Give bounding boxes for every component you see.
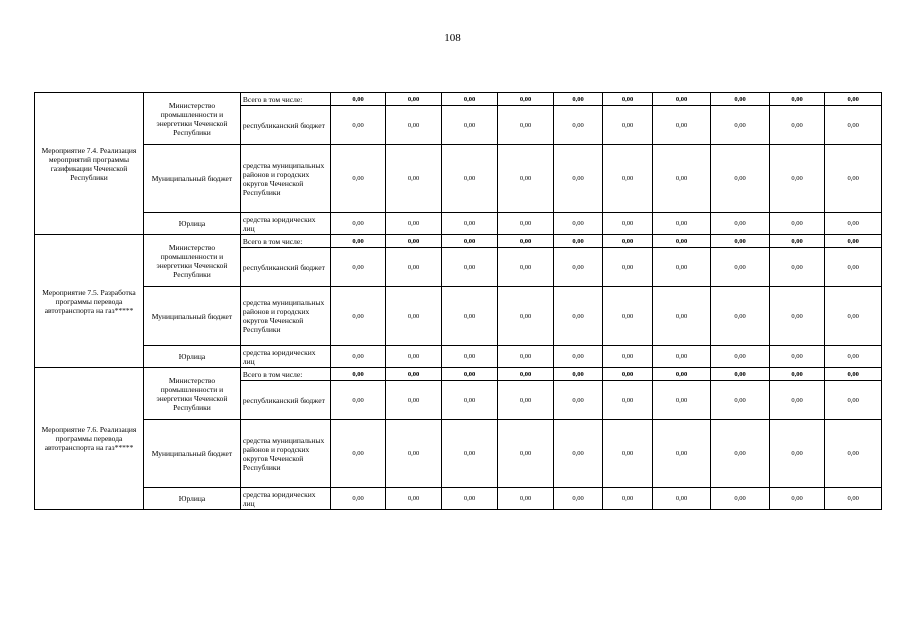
table-row	[35, 287, 882, 346]
amount-cell: 0,00	[498, 106, 554, 145]
funding-source-cell: Всего в том числе:	[240, 235, 330, 248]
amount-cell: 0,00	[652, 145, 711, 213]
funding-source-cell: средства юридических лиц	[240, 346, 330, 368]
amount-cell: 0,00	[769, 106, 825, 145]
amount-cell: 0,00	[441, 145, 498, 213]
amount-cell: 0,00	[603, 213, 652, 235]
amount-cell: 0,00	[769, 145, 825, 213]
amount-cell: 0,00	[386, 145, 442, 213]
amount-cell: 0,00	[652, 93, 711, 106]
amount-cell: 0,00	[498, 213, 554, 235]
table-row	[35, 368, 882, 381]
amount-cell: 0,00	[330, 145, 386, 213]
amount-cell: 0,00	[769, 235, 825, 248]
executor-cell: Муниципальный бюджет	[144, 145, 241, 213]
amount-cell: 0,00	[711, 368, 770, 381]
amount-cell: 0,00	[652, 287, 711, 346]
amount-cell: 0,00	[769, 346, 825, 368]
amount-cell: 0,00	[711, 93, 770, 106]
amount-cell: 0,00	[330, 381, 386, 420]
amount-cell: 0,00	[441, 106, 498, 145]
amount-cell: 0,00	[603, 235, 652, 248]
amount-cell: 0,00	[769, 381, 825, 420]
amount-cell: 0,00	[603, 346, 652, 368]
amount-cell: 0,00	[553, 368, 602, 381]
amount-cell: 0,00	[652, 213, 711, 235]
executor-cell: Юрлица	[144, 488, 241, 510]
amount-cell: 0,00	[553, 145, 602, 213]
table-row	[35, 420, 882, 488]
amount-cell: 0,00	[711, 287, 770, 346]
amount-cell: 0,00	[603, 248, 652, 287]
amount-cell: 0,00	[330, 213, 386, 235]
amount-cell: 0,00	[441, 248, 498, 287]
amount-cell: 0,00	[498, 346, 554, 368]
amount-cell: 0,00	[441, 213, 498, 235]
amount-cell: 0,00	[330, 287, 386, 346]
amount-cell: 0,00	[553, 488, 602, 510]
amount-cell: 0,00	[711, 488, 770, 510]
amount-cell: 0,00	[386, 287, 442, 346]
amount-cell: 0,00	[498, 488, 554, 510]
amount-cell: 0,00	[603, 381, 652, 420]
amount-cell: 0,00	[652, 381, 711, 420]
amount-cell: 0,00	[825, 93, 882, 106]
event-name-cell: Мероприятие 7.5. Разработка программы перевода автотранспорта на газ*****	[35, 235, 144, 368]
funding-source-cell: средства юридических лиц	[240, 213, 330, 235]
amount-cell: 0,00	[825, 145, 882, 213]
amount-cell: 0,00	[386, 346, 442, 368]
amount-cell: 0,00	[825, 287, 882, 346]
funding-source-cell: Всего в том числе:	[240, 368, 330, 381]
amount-cell: 0,00	[386, 420, 442, 488]
amount-cell: 0,00	[553, 381, 602, 420]
amount-cell: 0,00	[386, 368, 442, 381]
amount-cell: 0,00	[652, 420, 711, 488]
amount-cell: 0,00	[652, 488, 711, 510]
executor-cell: Юрлица	[144, 213, 241, 235]
table-row	[35, 346, 882, 368]
amount-cell: 0,00	[711, 235, 770, 248]
executor-cell: Муниципальный бюджет	[144, 420, 241, 488]
amount-cell: 0,00	[330, 106, 386, 145]
amount-cell: 0,00	[441, 93, 498, 106]
amount-cell: 0,00	[330, 488, 386, 510]
executor-cell: Министерство промышленности и энергетики Чеченской Республики	[144, 368, 241, 420]
table-row	[35, 145, 882, 213]
funding-source-cell: республиканский бюджет	[240, 248, 330, 287]
amount-cell: 0,00	[603, 93, 652, 106]
amount-cell: 0,00	[603, 368, 652, 381]
amount-cell: 0,00	[769, 488, 825, 510]
amount-cell: 0,00	[652, 368, 711, 381]
funding-source-cell: средства юридических лиц	[240, 488, 330, 510]
amount-cell: 0,00	[386, 213, 442, 235]
amount-cell: 0,00	[769, 93, 825, 106]
event-name-cell: Мероприятие 7.4. Реализация мероприятий программы газификации Чеченской Республики	[35, 93, 144, 235]
amount-cell: 0,00	[603, 145, 652, 213]
amount-cell: 0,00	[553, 346, 602, 368]
amount-cell: 0,00	[498, 381, 554, 420]
amount-cell: 0,00	[553, 248, 602, 287]
table-body	[35, 93, 882, 510]
amount-cell: 0,00	[711, 145, 770, 213]
amount-cell: 0,00	[825, 213, 882, 235]
amount-cell: 0,00	[553, 287, 602, 346]
amount-cell: 0,00	[711, 420, 770, 488]
amount-cell: 0,00	[498, 93, 554, 106]
amount-cell: 0,00	[330, 93, 386, 106]
funding-source-cell: республиканский бюджет	[240, 381, 330, 420]
table-row	[35, 235, 882, 248]
amount-cell: 0,00	[825, 488, 882, 510]
amount-cell: 0,00	[825, 248, 882, 287]
funding-source-cell: республиканский бюджет	[240, 106, 330, 145]
amount-cell: 0,00	[603, 106, 652, 145]
amount-cell: 0,00	[498, 420, 554, 488]
amount-cell: 0,00	[498, 145, 554, 213]
amount-cell: 0,00	[441, 420, 498, 488]
amount-cell: 0,00	[441, 381, 498, 420]
amount-cell: 0,00	[330, 248, 386, 287]
amount-cell: 0,00	[711, 106, 770, 145]
amount-cell: 0,00	[441, 235, 498, 248]
executor-cell: Министерство промышленности и энергетики Чеченской Республики	[144, 235, 241, 287]
funding-source-cell: средства муниципальных районов и городских округов Чеченской Республики	[240, 420, 330, 488]
amount-cell: 0,00	[386, 488, 442, 510]
amount-cell: 0,00	[711, 381, 770, 420]
amount-cell: 0,00	[825, 368, 882, 381]
amount-cell: 0,00	[330, 346, 386, 368]
amount-cell: 0,00	[553, 213, 602, 235]
funding-source-cell: средства муниципальных районов и городских округов Чеченской Республики	[240, 287, 330, 346]
amount-cell: 0,00	[769, 368, 825, 381]
amount-cell: 0,00	[603, 287, 652, 346]
amount-cell: 0,00	[652, 346, 711, 368]
table-row	[35, 488, 882, 510]
amount-cell: 0,00	[825, 235, 882, 248]
amount-cell: 0,00	[441, 488, 498, 510]
table-row	[35, 213, 882, 235]
amount-cell: 0,00	[825, 346, 882, 368]
amount-cell: 0,00	[769, 248, 825, 287]
amount-cell: 0,00	[603, 488, 652, 510]
amount-cell: 0,00	[386, 106, 442, 145]
amount-cell: 0,00	[711, 213, 770, 235]
funding-table	[34, 92, 882, 510]
executor-cell: Министерство промышленности и энергетики Чеченской Республики	[144, 93, 241, 145]
amount-cell: 0,00	[330, 368, 386, 381]
table-row	[35, 93, 882, 106]
amount-cell: 0,00	[652, 106, 711, 145]
amount-cell: 0,00	[386, 248, 442, 287]
funding-source-cell: средства муниципальных районов и городских округов Чеченской Республики	[240, 145, 330, 213]
amount-cell: 0,00	[769, 213, 825, 235]
page-number: 108	[444, 32, 461, 44]
event-name-cell: Мероприятие 7.6. Реализация программы перевода автотранспорта на газ*****	[35, 368, 144, 510]
amount-cell: 0,00	[553, 93, 602, 106]
amount-cell: 0,00	[498, 287, 554, 346]
amount-cell: 0,00	[711, 346, 770, 368]
amount-cell: 0,00	[825, 420, 882, 488]
amount-cell: 0,00	[652, 248, 711, 287]
amount-cell: 0,00	[441, 346, 498, 368]
amount-cell: 0,00	[825, 106, 882, 145]
amount-cell: 0,00	[498, 235, 554, 248]
executor-cell: Юрлица	[144, 346, 241, 368]
amount-cell: 0,00	[330, 235, 386, 248]
amount-cell: 0,00	[825, 381, 882, 420]
amount-cell: 0,00	[553, 235, 602, 248]
amount-cell: 0,00	[769, 420, 825, 488]
amount-cell: 0,00	[769, 287, 825, 346]
funding-source-cell: Всего в том числе:	[240, 93, 330, 106]
amount-cell: 0,00	[498, 368, 554, 381]
amount-cell: 0,00	[498, 248, 554, 287]
amount-cell: 0,00	[553, 420, 602, 488]
amount-cell: 0,00	[603, 420, 652, 488]
amount-cell: 0,00	[711, 248, 770, 287]
amount-cell: 0,00	[330, 420, 386, 488]
amount-cell: 0,00	[652, 235, 711, 248]
amount-cell: 0,00	[441, 368, 498, 381]
amount-cell: 0,00	[386, 93, 442, 106]
amount-cell: 0,00	[386, 235, 442, 248]
amount-cell: 0,00	[553, 106, 602, 145]
amount-cell: 0,00	[441, 287, 498, 346]
executor-cell: Муниципальный бюджет	[144, 287, 241, 346]
amount-cell: 0,00	[386, 381, 442, 420]
